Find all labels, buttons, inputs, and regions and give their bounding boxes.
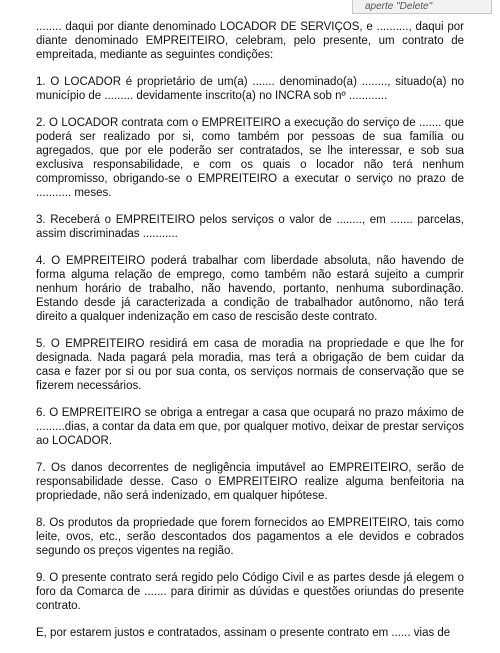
closing-paragraph: E, por estarem justos e contratados, assinam o presente contrato em ...... vias de (36, 627, 451, 639)
clause-6-paragraph: 6. O EMPREITEIRO se obriga a entregar a casa que ocupará no prazo máximo de .........dias, a contar da data em que, por qualquer motivo, deixar de prestar serviços ao LOCADOR. (36, 407, 464, 447)
clause-1-paragraph: 1. O LOCADOR é proprietário de um(a) ....... denominado(a) ........, situado(a) no município de ......... devidamente inscrito(a) no INCRA sob nº ............ (36, 76, 464, 102)
clause-8-paragraph: 8. Os produtos da propriedade que forem fornecidos ao EMPREITEIRO, tais como leite, ovos, etc., serão descontados dos pagamentos a ele devidos e cobrados segundo os preços vigentes na região. (36, 517, 464, 557)
contract-intro-paragraph: ........ daqui por diante denominado LOCADOR DE SERVIÇOS, e .........., daqui por diante denominado EMPREITEIRO, celebram, pelo presente, um contrato de empreitada, mediante as seguintes condições: (36, 21, 464, 61)
delete-hint-tooltip: aperte "Delete" (352, 0, 492, 14)
clause-3-paragraph: 3. Receberá o EMPREITEIRO pelos serviços o valor de ........, em ....... parcelas, assim discriminadas ........... (36, 214, 464, 240)
clause-4-paragraph: 4. O EMPREITEIRO poderá trabalhar com liberdade absoluta, não havendo de forma alguma relação de emprego, como também não estará sujeito a cumprir nenhum horário de trabalho, não havendo, portanto, nenhuma subordinação. Estando desde já caracterizada a condição de trabalhador autônomo, não terá direito a qualquer indenização em caso de rescisão deste contrato. (36, 255, 464, 323)
clause-5-paragraph: 5. O EMPREITEIRO residirá em casa de moradia na propriedade e que lhe for designada. Nada pagará pela moradia, mas terá a obrigação de bem cuidar da casa e fazer por si ou por sua conta, os serviços normais de conservação que se fizerem necessários. (36, 338, 464, 392)
clause-2-paragraph: 2. O LOCADOR contrata com o EMPREITEIRO a execução do serviço de ....... que poderá ser realizado por si, como também por pessoas de sua família ou agregados, que por ele poderão ser contratados, se lhe interessar, e sob sua exclusiva responsabilidade, e com os quais o locador não terá nenhum compromisso, obrigando-se o EMPREITEIRO a executar o serviço no prazo de ........... meses. (36, 117, 464, 199)
clause-9-paragraph: 9. O presente contrato será regido pelo Código Civil e as partes desde já elegem o foro da Comarca de ....... para dirimir as dúvidas e questões oriundas do presente contrato. (36, 572, 464, 612)
contract-document (36, 20, 464, 653)
clause-7-paragraph: 7. Os danos decorrentes de negligência imputável ao EMPREITEIRO, serão de responsabilidade desse. Caso o EMPREITEIRO realize alguma benfeitoria na propriedade, não será indenizado, em qualquer hipótese. (36, 462, 464, 502)
